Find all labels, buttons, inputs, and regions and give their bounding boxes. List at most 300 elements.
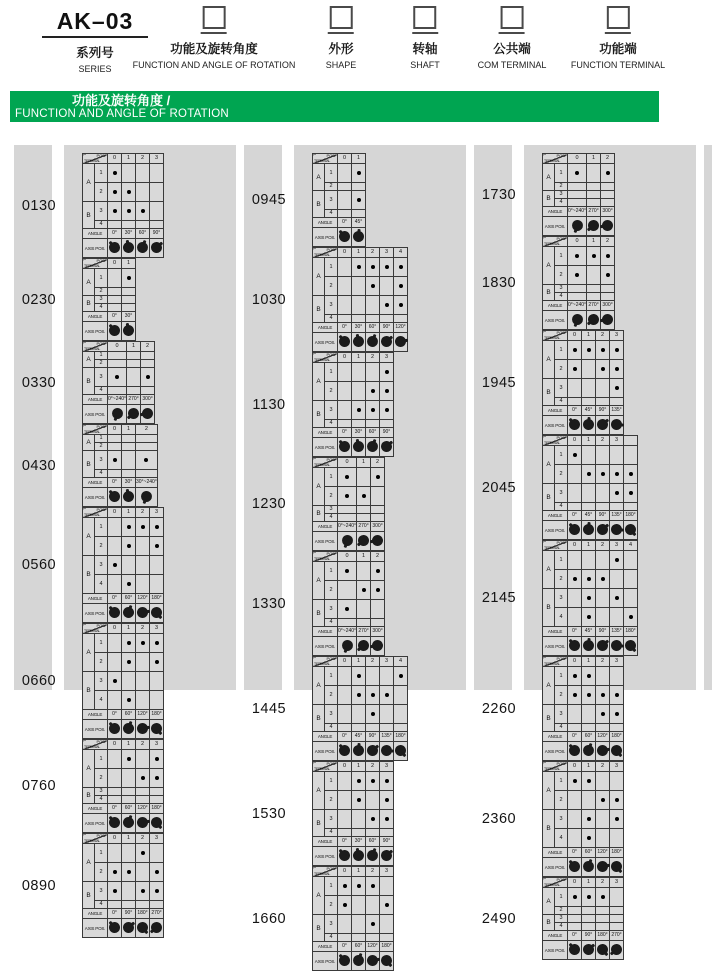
contact-dot-icon — [385, 779, 389, 783]
knob-icon — [581, 942, 596, 957]
knob-icon — [353, 745, 365, 757]
knob-icon — [337, 439, 352, 454]
pos-label: POS. — [556, 153, 566, 158]
axis-pos-cell — [610, 941, 624, 960]
angle-row — [83, 395, 155, 405]
contact-cell — [568, 293, 587, 301]
axis-pos-cell — [136, 720, 150, 739]
terminal-label: TERMINAL — [544, 159, 561, 163]
angle-value: 0° — [338, 323, 352, 333]
angle-value: 90° — [380, 428, 394, 438]
contact-cell — [568, 183, 587, 191]
axis-pos-cell — [150, 604, 164, 623]
entry-code: 1660 — [251, 910, 287, 927]
group-label: B — [83, 368, 95, 395]
contact-dot-icon — [587, 779, 591, 783]
terminal-number: 3 — [95, 556, 108, 575]
contact-cell — [338, 896, 352, 915]
axis-pos-cell — [122, 720, 136, 739]
contact-cell — [624, 503, 638, 511]
knob-pointer — [404, 339, 408, 343]
angle-row — [313, 732, 408, 742]
contact-cell — [338, 772, 352, 791]
axis-pos-cell — [601, 217, 615, 236]
terminal-row — [313, 401, 394, 420]
axis-pos-row — [313, 228, 366, 247]
position-number: 3 — [610, 331, 624, 341]
contact-dot-icon — [573, 453, 577, 457]
contact-dot-icon — [141, 851, 145, 855]
table-header-row — [543, 154, 615, 164]
terminal-number: 3 — [95, 202, 108, 221]
contact-dot-icon — [587, 348, 591, 352]
position-number: 3 — [380, 248, 394, 258]
contact-dot-icon — [141, 209, 145, 213]
terminal-number: 1 — [555, 667, 568, 686]
axis-pos-cell — [108, 488, 122, 507]
axis-pos-cell — [601, 311, 615, 330]
knob-icon — [136, 816, 149, 829]
entry-code: 0660 — [21, 673, 57, 689]
angle-value: 180° — [150, 710, 164, 720]
group-label: A — [313, 164, 325, 191]
angle-value: 60° — [366, 837, 380, 847]
angle-value: 270° — [610, 931, 624, 941]
terminal-row — [313, 724, 408, 732]
axis-pos-cell — [338, 742, 352, 761]
catalog-entry — [244, 656, 466, 761]
contact-cell — [352, 420, 366, 428]
axis-pos-label: AXIS POS. — [543, 521, 568, 540]
contact-dot-icon — [127, 209, 131, 213]
contact-cell — [338, 514, 357, 522]
contact-cell — [610, 724, 624, 732]
knob-pointer — [140, 413, 144, 417]
knob-pointer — [356, 439, 360, 443]
angle-value: 135° — [380, 732, 394, 742]
contact-dot-icon — [357, 779, 361, 783]
function-table — [312, 457, 385, 551]
axis-pos-cell — [568, 521, 582, 540]
angle-value: 135° — [610, 511, 624, 521]
terminal-number: 4 — [555, 503, 568, 511]
contact-dot-icon — [587, 817, 591, 821]
knob-pointer — [374, 745, 379, 750]
pos-label: POS. — [96, 739, 106, 744]
knob-icon — [121, 722, 135, 736]
contact-cell — [610, 705, 624, 724]
axis-pos-cell — [366, 742, 380, 761]
position-number: 1 — [582, 541, 596, 551]
knob-icon — [581, 744, 595, 758]
contact-cell — [122, 288, 136, 296]
knob-pointer — [339, 744, 344, 749]
pos-terminal-diagonal-cell — [83, 259, 108, 269]
group-label: B — [543, 285, 555, 301]
knob-pointer — [569, 744, 574, 749]
angle-value: 60° — [122, 594, 136, 604]
group-label: B — [543, 810, 555, 848]
checkbox-underline — [499, 32, 525, 34]
group-label: A — [543, 164, 555, 191]
table-wrapper — [524, 435, 638, 540]
terminal-number: 3 — [555, 285, 568, 293]
position-number: 0 — [568, 436, 582, 446]
contact-dot-icon — [127, 660, 131, 664]
group-label: A — [313, 562, 325, 600]
knob-pointer — [372, 334, 376, 339]
contact-cell — [568, 465, 582, 484]
pos-label: POS. — [556, 877, 566, 882]
group-label: A — [83, 518, 95, 556]
position-number: 3 — [610, 541, 624, 551]
axis-pos-cell — [357, 532, 371, 551]
contact-cell — [122, 634, 136, 653]
position-number: 2 — [371, 458, 385, 468]
knob-icon — [337, 848, 352, 863]
terminal-number: 2 — [555, 570, 568, 589]
terminal-row — [313, 772, 394, 791]
terminal-row — [83, 796, 164, 804]
knob-pointer — [150, 929, 155, 934]
angle-value: 45° — [582, 406, 596, 416]
contact-cell — [136, 788, 150, 796]
catalog-entry — [474, 435, 696, 540]
contact-dot-icon — [601, 472, 605, 476]
terminal-label: TERMINAL — [84, 839, 101, 843]
knob-pointer — [573, 323, 577, 328]
terminal-row — [313, 705, 408, 724]
group-label: A — [313, 258, 325, 296]
terminal-number: 1 — [555, 772, 568, 791]
knob-icon — [623, 522, 638, 537]
pos-terminal-diagonal-cell — [313, 458, 338, 468]
axis-pos-cell — [596, 742, 610, 761]
contact-cell — [122, 221, 136, 229]
terminal-number: 1 — [325, 363, 338, 382]
contact-cell — [366, 896, 380, 915]
knob-pointer — [356, 334, 360, 338]
table-header-row — [543, 331, 624, 341]
terminal-row — [83, 352, 155, 360]
knob-pointer — [357, 743, 360, 747]
contact-cell — [610, 570, 624, 589]
contact-dot-icon — [399, 284, 403, 288]
contact-cell — [596, 570, 610, 589]
contact-cell — [366, 258, 380, 277]
contact-cell — [568, 551, 582, 570]
terminal-label: TERMINAL — [544, 242, 561, 246]
contact-cell — [108, 164, 122, 183]
contact-dot-icon — [385, 798, 389, 802]
table-header-row — [543, 237, 615, 247]
knob-icon — [337, 953, 352, 968]
function-table — [542, 656, 624, 761]
position-number: 2 — [596, 541, 610, 551]
entry-code: 1330 — [251, 595, 287, 612]
contact-cell — [357, 562, 371, 581]
group-label: B — [313, 600, 325, 627]
contact-cell — [108, 882, 122, 901]
position-number: 2 — [136, 154, 150, 164]
axis-pos-row — [313, 952, 394, 971]
knob-pointer — [158, 824, 163, 829]
contact-cell — [366, 363, 380, 382]
terminal-row — [313, 829, 394, 837]
position-number: 1 — [122, 508, 136, 518]
terminal-number: 4 — [325, 315, 338, 323]
contact-dot-icon — [629, 615, 633, 619]
axis-pos-cell — [136, 814, 150, 833]
angle-value: 270° — [127, 395, 141, 405]
angle-value: 45° — [352, 732, 366, 742]
terminal-number: 4 — [555, 923, 568, 931]
contact-cell — [568, 907, 582, 915]
terminal-row — [543, 589, 638, 608]
angle-value: 0° — [338, 218, 352, 228]
terminal-number: 2 — [555, 907, 568, 915]
terminal-number: 2 — [95, 653, 108, 672]
knob-icon — [141, 407, 154, 420]
contact-cell — [596, 705, 610, 724]
contact-cell — [380, 382, 394, 401]
contact-dot-icon — [343, 903, 347, 907]
terminal-number: 3 — [555, 810, 568, 829]
terminal-row — [313, 277, 408, 296]
position-number: 0 — [338, 458, 357, 468]
terminal-number: 2 — [325, 382, 338, 401]
position-number: 1 — [587, 237, 601, 247]
group-label: A — [83, 634, 95, 672]
table-header-row — [313, 762, 394, 772]
knob-icon — [353, 231, 365, 243]
contact-cell — [366, 686, 380, 705]
contact-cell — [108, 556, 122, 575]
group-label: A — [83, 844, 95, 882]
contact-cell — [366, 420, 380, 428]
terminal-number: 3 — [555, 705, 568, 724]
contact-dot-icon — [587, 472, 591, 476]
contact-cell — [357, 487, 371, 506]
contact-cell — [610, 923, 624, 931]
series-label-cn: 系列号 — [76, 46, 114, 60]
axis-pos-cell — [596, 637, 610, 656]
terminal-row — [543, 398, 624, 406]
contact-cell — [587, 247, 601, 266]
pos-terminal-diagonal-cell — [83, 508, 108, 518]
contact-dot-icon — [362, 588, 366, 592]
position-number: 2 — [366, 867, 380, 877]
terminal-label: TERMINAL — [314, 767, 331, 771]
contact-dot-icon — [601, 798, 605, 802]
contact-cell — [136, 796, 150, 804]
pos-label: POS. — [326, 153, 336, 158]
option-checkbox — [501, 6, 524, 29]
contact-cell — [352, 705, 366, 724]
angle-row — [543, 931, 624, 941]
contact-dot-icon — [573, 674, 577, 678]
contact-cell — [141, 352, 155, 360]
pos-terminal-diagonal-cell — [543, 762, 568, 772]
knob-pointer — [618, 868, 623, 873]
terminal-label: TERMINAL — [544, 662, 561, 666]
group-label: A — [313, 468, 325, 506]
terminal-number: 4 — [555, 608, 568, 627]
knob-pointer — [390, 750, 394, 753]
knob-pointer — [588, 859, 592, 864]
terminal-number: 1 — [95, 269, 108, 288]
contact-dot-icon — [357, 265, 361, 269]
terminal-number: 4 — [95, 221, 108, 229]
knob-pointer — [388, 441, 393, 446]
angle-value: 180° — [610, 732, 624, 742]
contact-cell — [352, 934, 366, 942]
contact-dot-icon — [371, 779, 375, 783]
contact-cell — [596, 446, 610, 465]
pos-terminal-diagonal-cell — [543, 657, 568, 667]
angle-value: 0° — [338, 942, 352, 952]
knob-pointer — [343, 649, 347, 654]
contact-dot-icon — [587, 836, 591, 840]
contact-cell — [596, 907, 610, 915]
contact-dot-icon — [601, 577, 605, 581]
contact-cell — [352, 667, 366, 686]
terminal-row — [313, 686, 408, 705]
axis-pos-row — [313, 847, 394, 866]
angle-row-label: ANGLE — [543, 406, 568, 416]
terminal-number: 3 — [555, 915, 568, 923]
knob-pointer — [142, 240, 146, 245]
terminal-row — [543, 360, 624, 379]
angle-row-label: ANGLE — [83, 710, 108, 720]
terminal-label: TERMINAL — [84, 430, 101, 434]
axis-pos-cell — [136, 604, 150, 623]
contact-dot-icon — [146, 375, 150, 379]
contact-cell — [136, 653, 150, 672]
knob-pointer — [620, 645, 624, 648]
contact-cell — [568, 923, 582, 931]
knob-icon — [107, 605, 122, 620]
angle-value: 300° — [141, 395, 155, 405]
knob-icon — [149, 605, 164, 620]
contact-dot-icon — [141, 776, 145, 780]
terminal-row — [543, 724, 624, 732]
position-number: 3 — [150, 740, 164, 750]
contact-cell — [352, 896, 366, 915]
contact-cell — [582, 379, 596, 398]
contact-cell — [380, 258, 394, 277]
position-number: 3 — [380, 762, 394, 772]
contact-dot-icon — [385, 817, 389, 821]
contact-cell — [150, 183, 164, 202]
entry-code: 0330 — [21, 374, 57, 391]
contact-cell — [568, 772, 582, 791]
axis-pos-row — [83, 604, 164, 623]
position-number: 0 — [338, 353, 352, 363]
terminal-row — [543, 484, 638, 503]
contact-dot-icon — [127, 276, 131, 280]
angle-value: 30° — [352, 323, 366, 333]
knob-icon — [595, 417, 610, 432]
contact-cell — [568, 341, 582, 360]
contact-cell — [596, 724, 610, 732]
contact-cell — [108, 443, 122, 451]
terminal-number: 1 — [555, 888, 568, 907]
contact-cell — [366, 296, 380, 315]
position-number: 2 — [596, 878, 610, 888]
angle-value: 90° — [380, 323, 394, 333]
position-number: 1 — [352, 762, 366, 772]
contact-dot-icon — [385, 693, 389, 697]
axis-pos-label: AXIS POS. — [313, 438, 338, 457]
function-table — [312, 153, 366, 247]
section-title-cn: 功能及旋转角度 / — [72, 93, 171, 108]
contact-cell — [150, 691, 164, 710]
angle-value: 90° — [366, 732, 380, 742]
contact-dot-icon — [575, 254, 579, 258]
table-wrapper — [294, 551, 385, 656]
contact-cell — [150, 537, 164, 556]
contact-dot-icon — [357, 884, 361, 888]
contact-cell — [380, 934, 394, 942]
axis-pos-cell — [122, 488, 136, 507]
contact-cell — [108, 183, 122, 202]
knob-pointer — [604, 951, 609, 956]
angle-value: 180° — [380, 942, 394, 952]
checkbox-underline — [605, 32, 631, 34]
knob-icon — [379, 848, 394, 863]
axis-pos-cell — [357, 637, 371, 656]
contact-cell — [568, 589, 582, 608]
position-number: 3 — [150, 154, 164, 164]
knob-pointer — [388, 336, 393, 341]
contact-dot-icon — [615, 693, 619, 697]
pos-terminal-diagonal-cell — [313, 552, 338, 562]
contact-cell — [136, 221, 150, 229]
position-number: 2 — [136, 740, 150, 750]
terminal-number: 3 — [325, 915, 338, 934]
contact-cell — [624, 589, 638, 608]
knob-icon — [611, 640, 623, 652]
contact-cell — [338, 210, 352, 218]
contact-dot-icon — [345, 607, 349, 611]
contact-cell — [380, 296, 394, 315]
contact-cell — [150, 863, 164, 882]
table-header-row — [543, 436, 638, 446]
contact-cell — [150, 750, 164, 769]
field-label-cn: 外形 — [328, 42, 354, 56]
contact-dot-icon — [615, 367, 619, 371]
knob-icon — [107, 815, 122, 830]
angle-value: 135° — [610, 406, 624, 416]
knob-icon — [340, 534, 354, 548]
position-number: 1 — [352, 657, 366, 667]
pos-label: POS. — [326, 457, 336, 462]
contact-cell — [596, 341, 610, 360]
contact-dot-icon — [127, 641, 131, 645]
contact-cell — [366, 810, 380, 829]
knob-icon — [352, 440, 365, 453]
knob-icon — [365, 743, 380, 758]
angle-row-label: ANGLE — [83, 395, 108, 405]
knob-pointer — [357, 647, 362, 652]
contact-cell — [596, 503, 610, 511]
group-label: A — [83, 750, 95, 788]
axis-pos-cell — [122, 919, 136, 938]
pos-label: POS. — [556, 330, 566, 335]
contact-cell — [108, 304, 122, 312]
table-header-row — [83, 624, 164, 634]
